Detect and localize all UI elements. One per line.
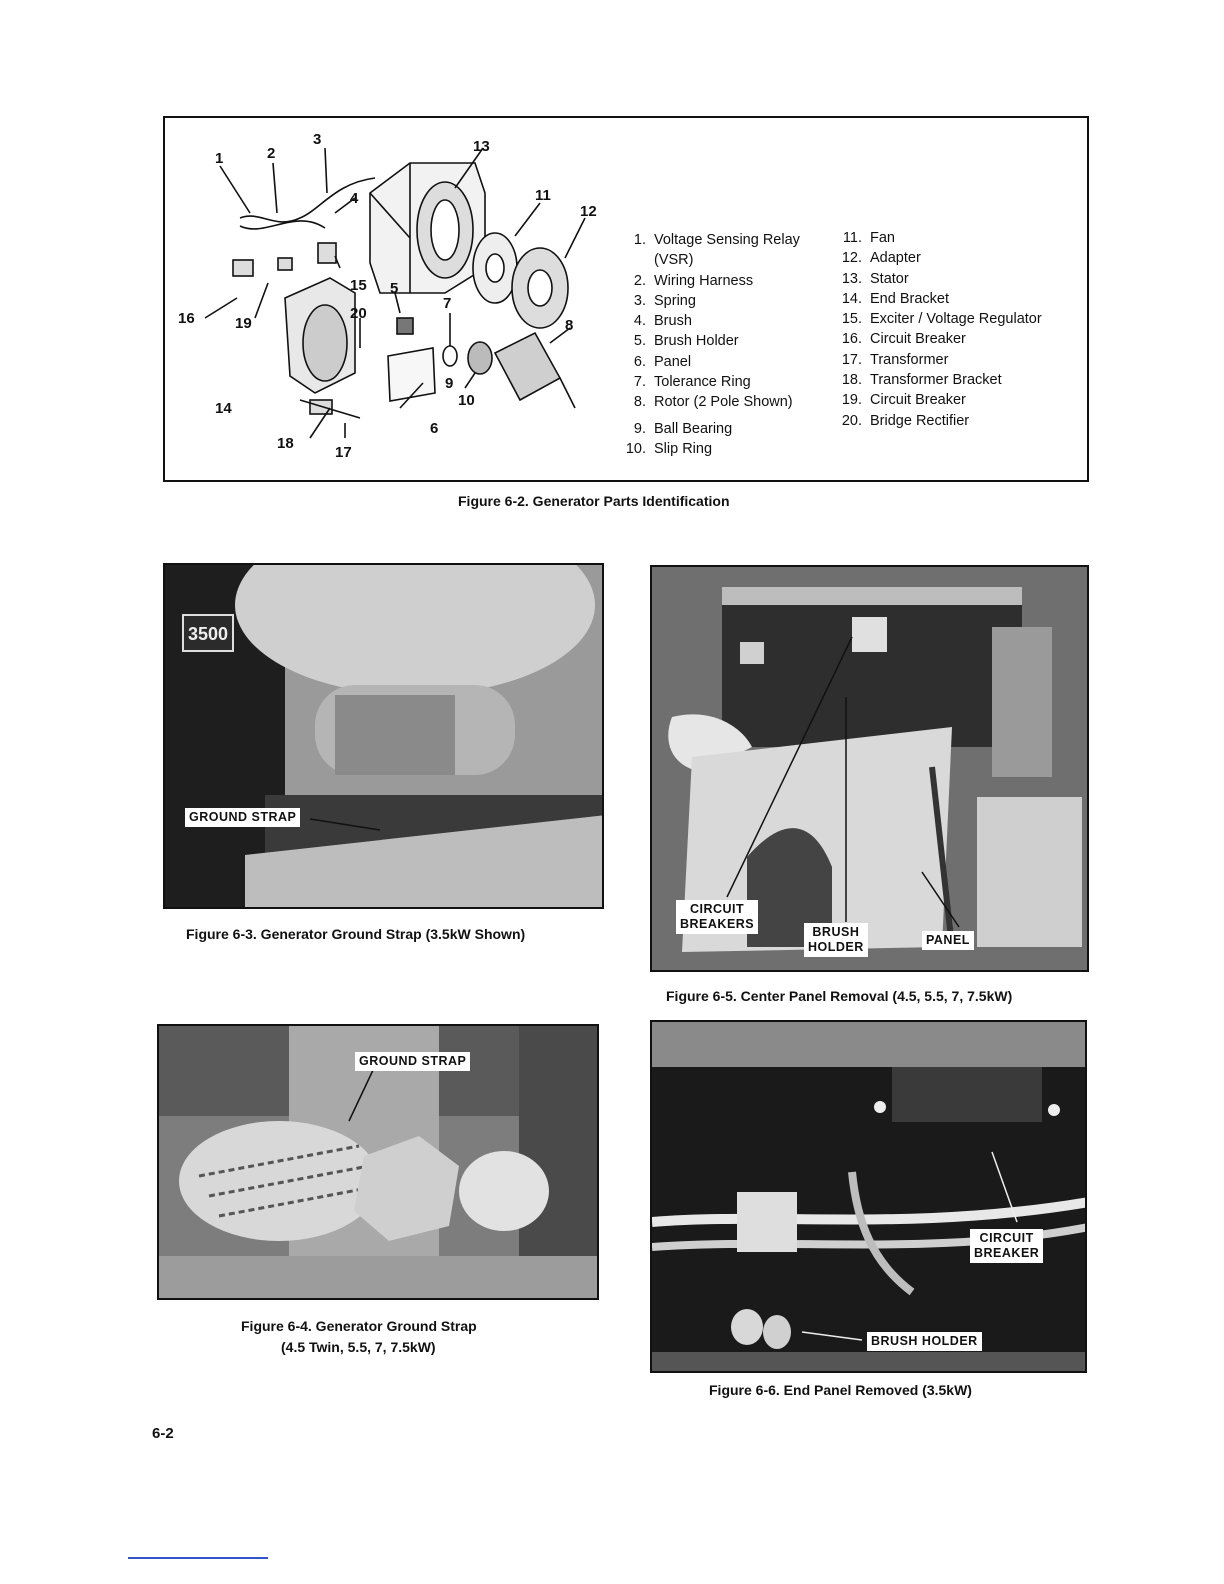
parts-list-item: 18. Transformer Bracket — [841, 372, 1002, 389]
label-circuit-breakers-line2: BREAKERS — [680, 917, 755, 931]
parts-list-item: (VSR) — [654, 252, 694, 269]
figure-6-5-photo — [650, 565, 1089, 972]
figure-6-2-frame — [163, 116, 1089, 482]
generator-badge: 3500 — [187, 624, 229, 644]
label-brush-holder-line2: HOLDER — [808, 940, 864, 954]
label-panel: PANEL — [922, 931, 974, 950]
callout-1: 1 — [215, 150, 224, 167]
callout-20: 20 — [350, 305, 367, 322]
figure-6-3-photo — [163, 563, 604, 909]
figure-6-5-caption: Figure 6-5. Center Panel Removal (4.5, 5.5, 7, 7.5kW) — [666, 988, 1013, 1004]
figure-6-4-photo — [157, 1024, 599, 1300]
figure-6-2-caption: Figure 6-2. Generator Parts Identification — [458, 493, 730, 509]
callout-8: 8 — [565, 317, 574, 334]
callout-10: 10 — [458, 392, 475, 409]
parts-list-item: 5. Brush Holder — [633, 333, 739, 350]
callout-5: 5 — [390, 280, 399, 297]
callout-7: 7 — [443, 295, 452, 312]
footer-rule — [128, 1557, 268, 1559]
parts-list-item: 4. Brush — [633, 313, 692, 330]
callout-14: 14 — [215, 400, 232, 417]
label-brush-holder: BRUSH HOLDER — [867, 1332, 982, 1351]
callout-3: 3 — [313, 131, 322, 148]
parts-list-item: 12. Adapter — [841, 250, 921, 267]
label-ground-strap: GROUND STRAP — [185, 808, 300, 827]
callout-2: 2 — [267, 145, 276, 162]
callout-13: 13 — [473, 138, 490, 155]
parts-list-item: 2. Wiring Harness — [633, 272, 754, 289]
parts-list-item: 16. Circuit Breaker — [841, 331, 966, 348]
parts-list-item: 15. Exciter / Voltage Regulator — [841, 311, 1042, 328]
label-circuit-breakers-line1: CIRCUIT — [689, 902, 745, 916]
callout-6: 6 — [430, 420, 439, 437]
label-ground-strap: GROUND STRAP — [355, 1052, 470, 1071]
figure-6-4-caption-line1: Figure 6-4. Generator Ground Strap — [241, 1318, 477, 1334]
figure-6-6-photo — [650, 1020, 1087, 1373]
parts-list-item: 11. Fan — [842, 230, 895, 246]
figure-6-6-caption: Figure 6-6. End Panel Removed (3.5kW) — [709, 1382, 972, 1398]
callout-16: 16 — [178, 310, 195, 327]
parts-list-item: 10. Slip Ring — [625, 440, 713, 457]
label-circuit-breaker-line2: BREAKER — [974, 1246, 1040, 1260]
parts-list-item: 20. Bridge Rectifier — [841, 412, 970, 429]
callout-19: 19 — [235, 315, 252, 332]
parts-list-item: 17. Transformer — [841, 351, 949, 368]
parts-list-item: 6. Panel — [633, 353, 692, 370]
callout-11: 11 — [535, 187, 551, 204]
label-circuit-breaker-line1: CIRCUIT — [979, 1231, 1034, 1245]
callout-17: 17 — [335, 444, 352, 461]
figure-6-4-caption-line2: (4.5 Twin, 5.5, 7, 7.5kW) — [281, 1339, 436, 1355]
parts-list-right — [840, 228, 1042, 431]
parts-list-item: 19. Circuit Breaker — [841, 392, 966, 409]
parts-list-item: 13. Stator — [841, 270, 909, 287]
parts-list-item: 8. Rotor (2 Pole Shown) — [633, 394, 793, 411]
label-brush-holder — [804, 923, 868, 957]
end-panel-photo-image — [652, 1022, 1087, 1373]
exploded-view-drawing — [165, 118, 635, 480]
parts-list-item: 1. Voltage Sensing Relay — [633, 232, 800, 248]
parts-list-item: 3. Spring — [633, 292, 696, 309]
callout-12: 12 — [580, 203, 597, 220]
parts-list-item: 7. Tolerance Ring — [633, 374, 751, 391]
page-number: 6-2 — [152, 1425, 174, 1442]
parts-list-left — [624, 230, 800, 459]
callout-18: 18 — [277, 435, 294, 452]
label-brush-holder-line1: BRUSH — [812, 925, 860, 939]
label-circuit-breakers — [676, 900, 758, 934]
callout-15: 15 — [350, 277, 367, 294]
callout-9: 9 — [445, 375, 454, 392]
figure-6-3-caption: Figure 6-3. Generator Ground Strap (3.5kW Shown) — [186, 926, 526, 942]
ground-strap-photo-image — [165, 565, 604, 909]
parts-list-item: 14. End Bracket — [841, 290, 949, 307]
label-circuit-breaker — [970, 1229, 1043, 1263]
callout-4: 4 — [350, 190, 359, 207]
parts-list-item: 9. Ball Bearing — [633, 420, 733, 437]
